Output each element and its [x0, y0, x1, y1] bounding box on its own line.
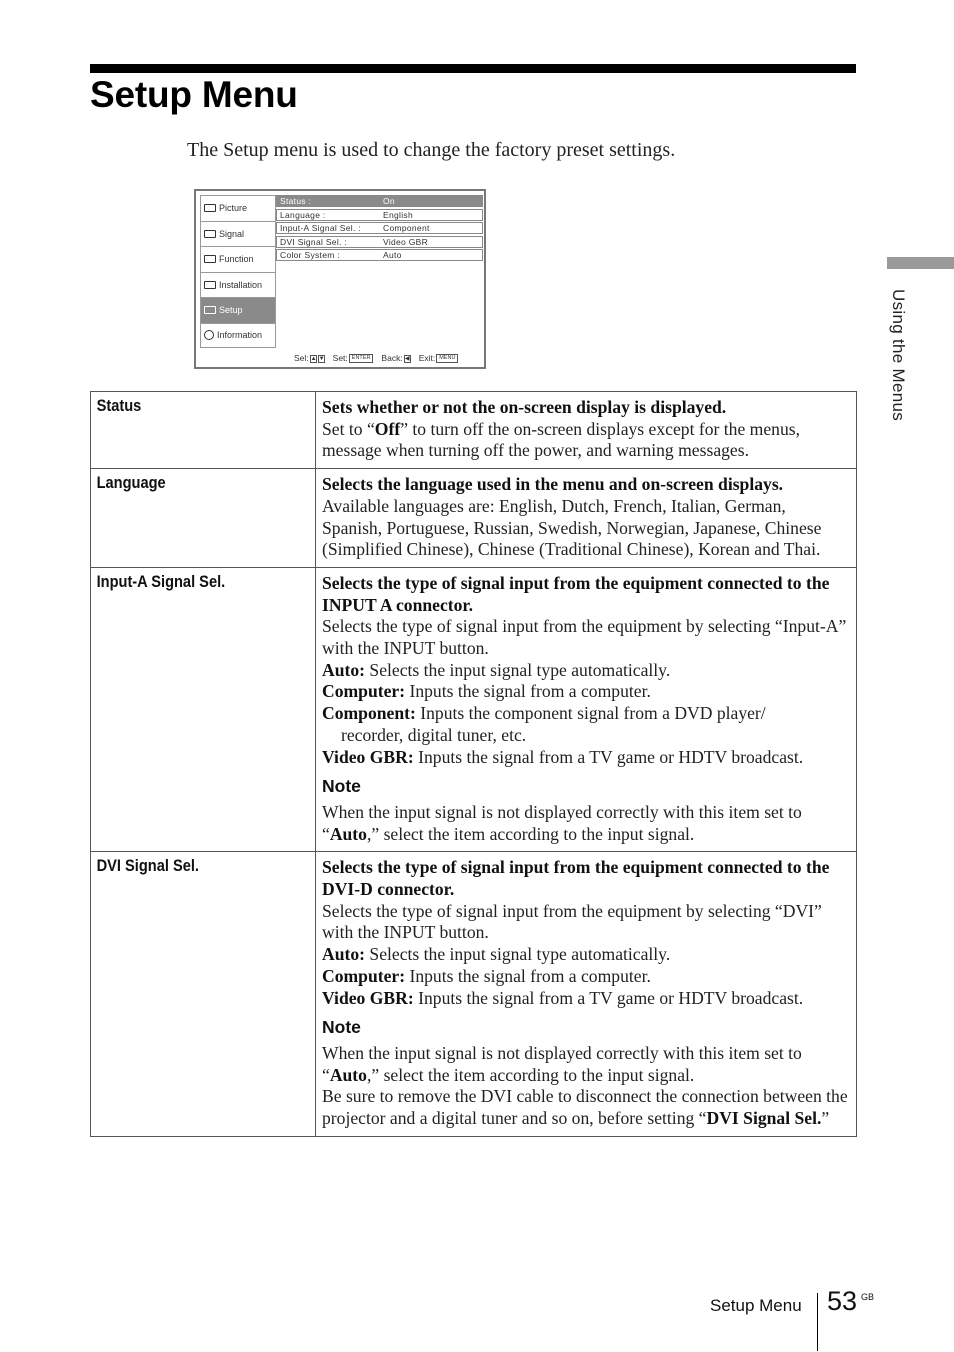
menu-settings-list	[276, 195, 483, 263]
row-description	[316, 852, 857, 1136]
sel-hint	[294, 353, 325, 363]
menu-row-key: DVI Signal Sel. :	[280, 236, 347, 247]
setup-icon	[204, 306, 216, 314]
menu-item-label: Picture	[219, 203, 248, 214]
note-heading: Note	[322, 1017, 361, 1038]
menu-row-status	[276, 195, 483, 207]
menu-key-icon: MENU	[436, 354, 458, 363]
text-fragment: ,” select the item according to the input signal.	[366, 823, 695, 844]
menu-row-value: English	[383, 209, 413, 220]
row-label: Status	[91, 392, 285, 469]
row-label: Input-A Signal Sel.	[91, 567, 285, 851]
menu-row-value: Video GBR	[383, 236, 429, 247]
option-name: Video GBR:	[322, 987, 414, 1008]
option-name: Computer:	[322, 681, 406, 702]
installation-icon	[204, 281, 216, 289]
menu-item-setup	[200, 297, 276, 323]
text-fragment: ,” select the item according to the input signal.	[366, 1064, 695, 1085]
menu-row-value: Auto	[383, 250, 402, 260]
menu-item-label: Information	[217, 330, 263, 341]
set-hint	[333, 353, 374, 363]
option-video-gbr	[322, 747, 850, 769]
function-icon	[204, 255, 216, 263]
option-text: Inputs the signal from a computer.	[405, 965, 651, 986]
option-name: Auto:	[322, 944, 366, 965]
menu-item-signal	[200, 221, 276, 247]
note-text	[322, 1086, 850, 1129]
text-bold: Auto	[329, 1064, 367, 1085]
table-row	[91, 852, 857, 1136]
menu-row-key: Language :	[280, 209, 326, 220]
menu-row-value: On	[383, 196, 395, 206]
table-row	[91, 469, 857, 568]
text-fragment: Be sure to remove the DVI cable to disconnect the connection between the projector and a digital tuner and so on, before setting “	[322, 1086, 848, 1129]
text-bold: DVI Signal Sel.	[706, 1108, 822, 1129]
page-suffix: GB	[861, 1292, 875, 1302]
option-name: Component:	[322, 703, 416, 724]
menu-row-key: Status :	[280, 196, 312, 206]
section-tab-marker	[887, 257, 954, 269]
text-fragment: When the input signal is not displayed correctly with this item set to “	[322, 801, 802, 844]
page-number: 53	[827, 1286, 858, 1316]
menu-item-label: Function	[219, 254, 254, 265]
option-auto	[322, 660, 850, 682]
picture-icon	[204, 204, 216, 212]
back-hint	[381, 353, 410, 363]
option-component	[322, 703, 850, 725]
back-label: Back:	[381, 353, 403, 364]
row-heading: Selects the type of signal input from the equipment connected to the INPUT A connector.	[322, 572, 830, 615]
setup-menu-screen	[194, 189, 486, 369]
menu-footer	[294, 353, 458, 363]
arrow-up-icon: ▲	[310, 355, 317, 362]
row-text: Selects the type of signal input from the equipment by selecting “Input-A” with the INPUT button.	[322, 616, 847, 659]
menu-item-installation	[200, 272, 276, 298]
option-text: Selects the input signal type automatically.	[365, 944, 671, 965]
menu-row-key: Color System :	[280, 250, 340, 260]
text-fragment: Set to “	[322, 418, 375, 439]
row-heading: Selects the type of signal input from the equipment connected to the DVI-D connector.	[322, 857, 830, 900]
top-rule	[90, 64, 856, 73]
row-text	[322, 419, 850, 462]
option-name: Auto:	[322, 659, 366, 680]
settings-table	[90, 391, 857, 1137]
menu-item-information	[200, 323, 276, 349]
intro-text: The Setup menu is used to change the factory preset settings.	[187, 139, 676, 161]
note-heading: Note	[322, 776, 361, 797]
section-tab-label: Using the Menus	[889, 289, 908, 422]
arrow-left-icon: ◀	[404, 355, 410, 362]
row-heading: Sets whether or not the on-screen display is displayed.	[322, 397, 727, 417]
information-icon	[204, 330, 214, 340]
row-text: Selects the type of signal input from the equipment by selecting “DVI” with the INPUT button.	[322, 900, 822, 943]
menu-item-label: Setup	[219, 305, 243, 316]
text-fragment: ” to turn off the on-screen displays except for the menus, message when turning off the power, and warning messages.	[322, 418, 800, 461]
option-text: Inputs the component signal from a DVD player/	[415, 703, 766, 724]
page-title: Setup Menu	[90, 74, 298, 115]
option-name: Video GBR:	[322, 746, 414, 767]
signal-icon	[204, 230, 216, 238]
table-row	[91, 392, 857, 469]
menu-row-color-system	[276, 249, 483, 261]
footer-section-label: Setup Menu	[710, 1296, 802, 1315]
option-auto	[322, 944, 850, 966]
text-bold: Auto	[329, 823, 367, 844]
exit-hint	[419, 353, 459, 363]
enter-key-icon: ENTER	[349, 354, 374, 363]
option-text: Inputs the signal from a TV game or HDTV broadcast.	[413, 987, 804, 1008]
menu-item-function	[200, 246, 276, 272]
arrow-down-icon: ▼	[318, 355, 325, 362]
menu-item-label: Signal	[219, 228, 245, 239]
option-computer	[322, 966, 850, 988]
row-label: Language	[91, 469, 285, 568]
text-fragment: When the input signal is not displayed correctly with this item set to “	[322, 1042, 802, 1085]
set-label: Set:	[332, 353, 348, 363]
menu-item-picture	[200, 195, 276, 221]
text-bold: Off	[374, 418, 401, 439]
text-fragment: ”	[821, 1108, 830, 1129]
menu-item-label: Installation	[219, 279, 263, 290]
row-description	[316, 567, 857, 851]
menu-row-input-a	[276, 222, 483, 234]
option-computer	[322, 681, 850, 703]
note-text	[322, 1043, 850, 1086]
menu-row-value: Component	[383, 223, 430, 233]
menu-row-key: Input-A Signal Sel. :	[280, 223, 361, 233]
row-label: DVI Signal Sel.	[91, 852, 285, 1136]
row-description	[316, 392, 857, 469]
table-row	[91, 567, 857, 851]
footer-divider	[817, 1293, 818, 1351]
row-description	[316, 469, 857, 568]
row-heading: Selects the language used in the menu and on-screen displays.	[322, 474, 784, 495]
option-text: Inputs the signal from a TV game or HDTV broadcast.	[413, 746, 804, 767]
menu-row-dvi	[276, 236, 483, 248]
exit-label: Exit:	[418, 353, 436, 363]
row-text: Available languages are: English, Dutch, French, Italian, German, Spanish, Portuguese, Russian, Swedish, Norwegian, Japanese, Chinese (Simplified Chinese), Chinese (Traditional Chinese), Korean and Thai.	[322, 495, 822, 560]
menu-sidebar	[200, 195, 276, 348]
option-text-continued: recorder, digital tuner, etc.	[341, 724, 527, 745]
sel-label: Sel:	[294, 353, 309, 364]
option-name: Computer:	[322, 965, 406, 986]
option-text: Selects the input signal type automatically.	[365, 659, 671, 680]
option-video-gbr	[322, 988, 850, 1010]
note-text	[322, 802, 850, 845]
menu-row-language	[276, 209, 483, 221]
option-text: Inputs the signal from a computer.	[405, 681, 651, 702]
